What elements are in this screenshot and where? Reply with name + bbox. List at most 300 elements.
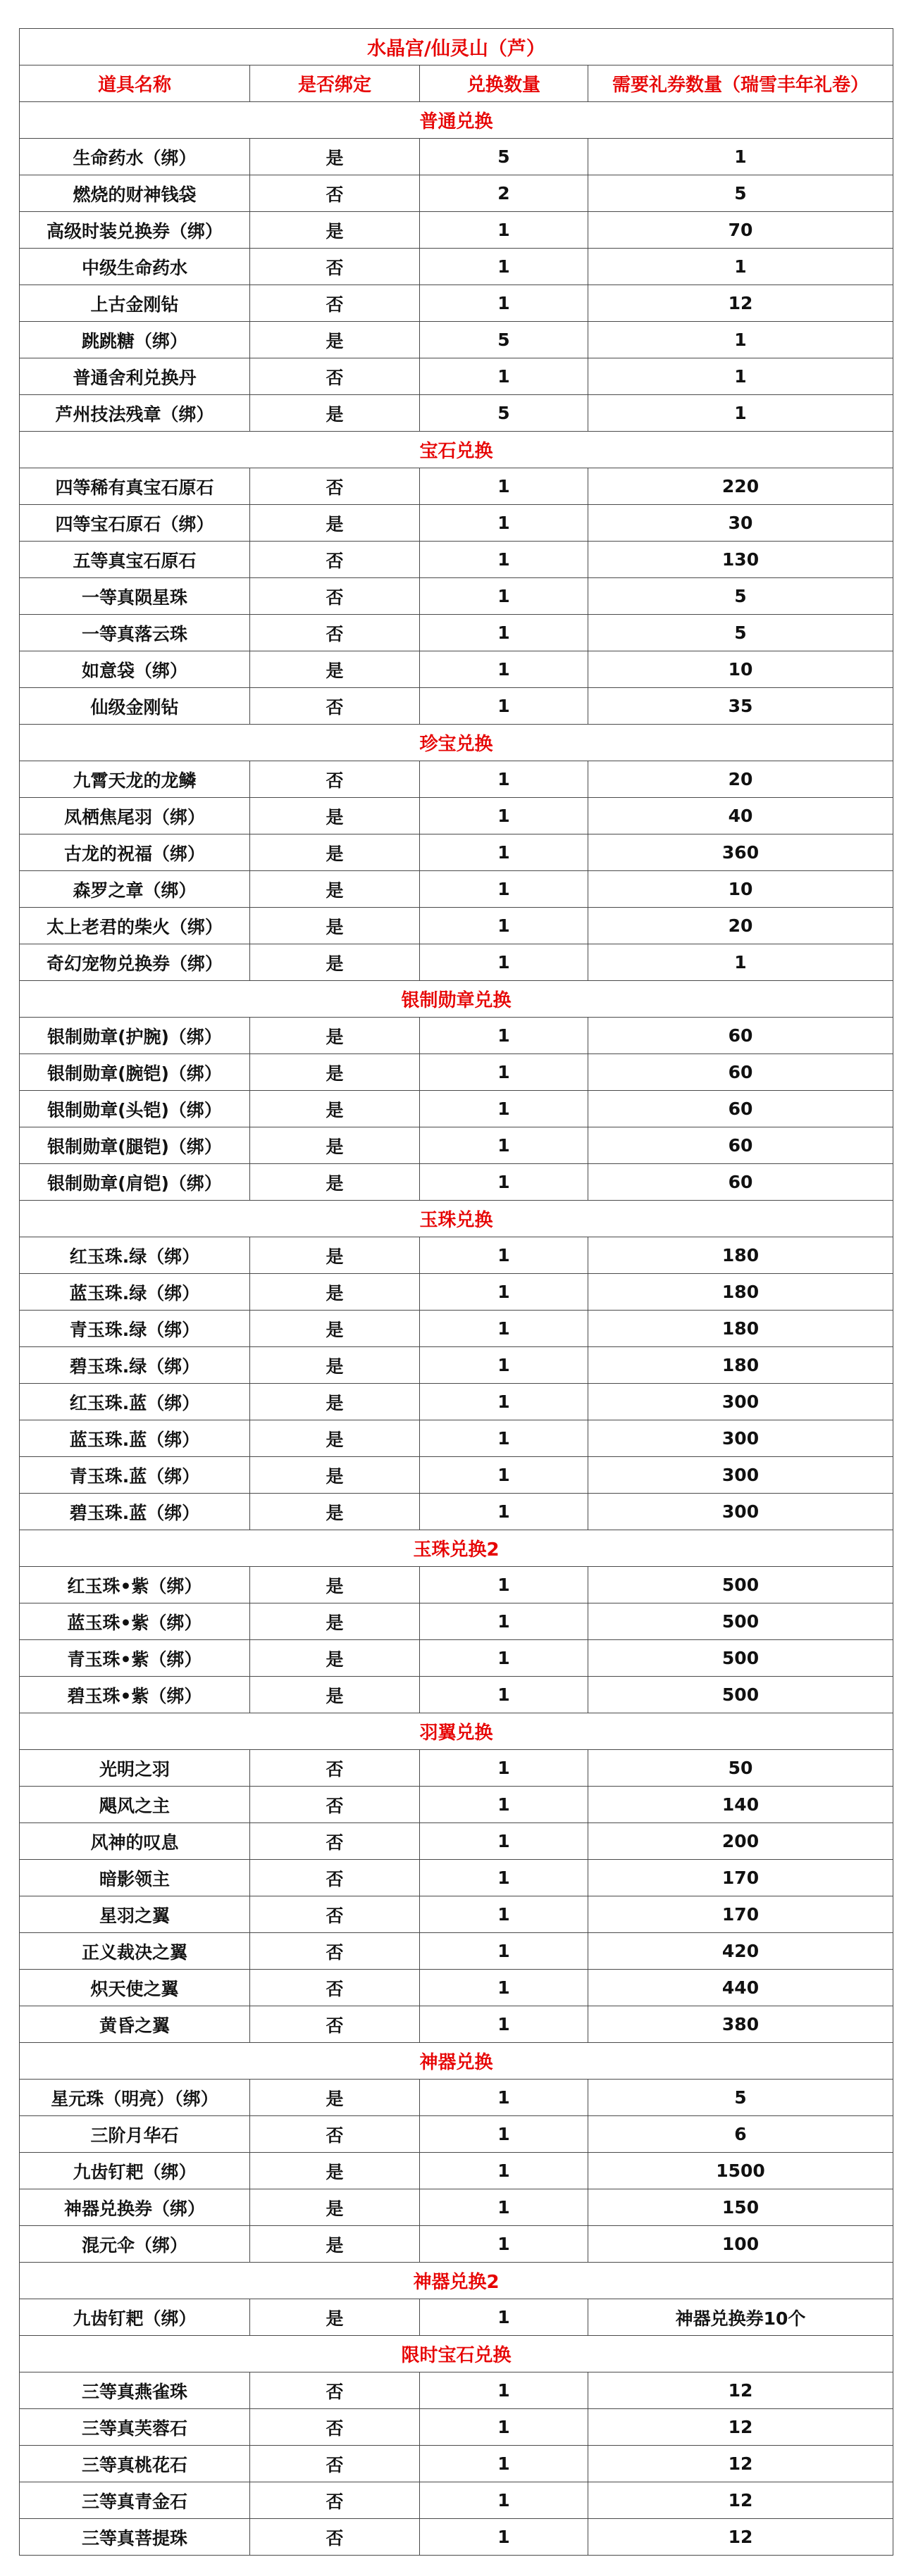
table-row <box>20 1274 893 1311</box>
quantity-cell: 1 <box>420 1860 588 1896</box>
table-row <box>20 908 893 944</box>
coupon-cell: 1 <box>588 322 893 358</box>
item-name-cell: 上古金刚钻 <box>20 285 250 322</box>
item-name-cell: 飓风之主 <box>20 1787 250 1823</box>
section-row <box>20 2263 893 2299</box>
section-row <box>20 2043 893 2080</box>
item-name-cell: 跳跳糖（绑） <box>20 322 250 358</box>
item-name-cell: 四等宝石原石（绑） <box>20 505 250 542</box>
table-row <box>20 2372 893 2409</box>
quantity-cell: 1 <box>420 1054 588 1091</box>
bound-cell: 否 <box>250 1896 420 1933</box>
table-row <box>20 651 893 688</box>
bound-cell: 否 <box>250 175 420 212</box>
item-name-cell: 森罗之章（绑） <box>20 871 250 908</box>
quantity-cell: 1 <box>420 1603 588 1640</box>
table-row <box>20 578 893 615</box>
quantity-cell: 1 <box>420 1237 588 1274</box>
quantity-cell: 2 <box>420 175 588 212</box>
item-name-cell: 太上老君的柴火（绑） <box>20 908 250 944</box>
item-name-cell: 如意袋（绑） <box>20 651 250 688</box>
quantity-cell: 1 <box>420 2409 588 2446</box>
coupon-cell: 1 <box>588 944 893 981</box>
table-row <box>20 761 893 798</box>
item-name-cell: 星羽之翼 <box>20 1896 250 1933</box>
bound-cell: 是 <box>250 2080 420 2116</box>
bound-cell: 否 <box>250 688 420 725</box>
quantity-cell: 1 <box>420 1311 588 1347</box>
item-name-cell: 三等真芙蓉石 <box>20 2409 250 2446</box>
quantity-cell: 1 <box>420 651 588 688</box>
table-row <box>20 1237 893 1274</box>
item-name-cell: 三等真菩提珠 <box>20 2519 250 2556</box>
item-name-cell: 生命药水（绑） <box>20 139 250 175</box>
table-row <box>20 2482 893 2519</box>
quantity-cell: 1 <box>420 688 588 725</box>
bound-cell: 是 <box>250 1494 420 1530</box>
coupon-cell: 5 <box>588 2080 893 2116</box>
quantity-cell: 1 <box>420 2299 588 2336</box>
quantity-cell: 1 <box>420 908 588 944</box>
table-row <box>20 2446 893 2482</box>
table-row <box>20 505 893 542</box>
coupon-cell: 40 <box>588 798 893 834</box>
item-name-cell: 凤栖焦尾羽（绑） <box>20 798 250 834</box>
bound-cell: 否 <box>250 1823 420 1860</box>
quantity-cell: 1 <box>420 1640 588 1677</box>
table-row <box>20 1127 893 1164</box>
bound-cell: 是 <box>250 2226 420 2263</box>
quantity-cell: 1 <box>420 1347 588 1384</box>
section-row <box>20 1530 893 1567</box>
section-title: 限时宝石兑换 <box>20 2336 893 2372</box>
quantity-cell: 1 <box>420 1787 588 1823</box>
bound-cell: 是 <box>250 1018 420 1054</box>
quantity-cell: 1 <box>420 542 588 578</box>
coupon-cell: 6 <box>588 2116 893 2153</box>
coupon-cell: 130 <box>588 542 893 578</box>
quantity-cell: 1 <box>420 2153 588 2189</box>
table-row <box>20 1933 893 1970</box>
table-title-row <box>20 29 893 65</box>
table-row <box>20 2153 893 2189</box>
quantity-cell: 1 <box>420 212 588 249</box>
bound-cell: 是 <box>250 1640 420 1677</box>
table-row <box>20 1164 893 1201</box>
coupon-cell: 300 <box>588 1494 893 1530</box>
bound-cell: 是 <box>250 908 420 944</box>
coupon-cell: 1500 <box>588 2153 893 2189</box>
table-row <box>20 1603 893 1640</box>
bound-cell: 否 <box>250 2372 420 2409</box>
table-row <box>20 944 893 981</box>
item-name-cell: 暗影领主 <box>20 1860 250 1896</box>
item-name-cell: 一等真落云珠 <box>20 615 250 651</box>
bound-cell: 是 <box>250 322 420 358</box>
coupon-cell: 5 <box>588 175 893 212</box>
coupon-cell: 500 <box>588 1677 893 1713</box>
item-name-cell: 青玉珠•紫（绑） <box>20 1640 250 1677</box>
table-row <box>20 688 893 725</box>
bound-cell: 否 <box>250 358 420 395</box>
quantity-cell: 1 <box>420 358 588 395</box>
section-row <box>20 1713 893 1750</box>
bound-cell: 否 <box>250 249 420 285</box>
item-name-cell: 九齿钉耙（绑） <box>20 2299 250 2336</box>
bound-cell: 是 <box>250 1164 420 1201</box>
quantity-cell: 1 <box>420 1018 588 1054</box>
header-item-name: 道具名称 <box>20 65 250 102</box>
bound-cell: 否 <box>250 2409 420 2446</box>
table-row <box>20 249 893 285</box>
bound-cell: 是 <box>250 944 420 981</box>
section-title: 羽翼兑换 <box>20 1713 893 1750</box>
item-name-cell: 红玉珠.绿（绑） <box>20 1237 250 1274</box>
section-title: 神器兑换 <box>20 2043 893 2080</box>
item-name-cell: 普通舍利兑换丹 <box>20 358 250 395</box>
coupon-cell: 60 <box>588 1127 893 1164</box>
table-row <box>20 139 893 175</box>
item-name-cell: 碧玉珠.绿（绑） <box>20 1347 250 1384</box>
item-name-cell: 蓝玉珠.绿（绑） <box>20 1274 250 1311</box>
section-title: 珍宝兑换 <box>20 725 893 761</box>
table-row <box>20 871 893 908</box>
coupon-cell: 150 <box>588 2189 893 2226</box>
header-bound: 是否绑定 <box>250 65 420 102</box>
table-row <box>20 1457 893 1494</box>
exchange-table <box>19 28 893 2556</box>
quantity-cell: 1 <box>420 1384 588 1420</box>
table-row <box>20 2006 893 2043</box>
coupon-cell: 1 <box>588 249 893 285</box>
coupon-cell: 20 <box>588 761 893 798</box>
bound-cell: 是 <box>250 1274 420 1311</box>
coupon-cell: 5 <box>588 578 893 615</box>
quantity-cell: 5 <box>420 139 588 175</box>
coupon-cell: 12 <box>588 285 893 322</box>
bound-cell: 是 <box>250 1127 420 1164</box>
coupon-cell: 360 <box>588 834 893 871</box>
item-name-cell: 九霄天龙的龙鳞 <box>20 761 250 798</box>
coupon-cell: 140 <box>588 1787 893 1823</box>
quantity-cell: 1 <box>420 468 588 505</box>
table-row <box>20 1567 893 1603</box>
bound-cell: 是 <box>250 1237 420 1274</box>
bound-cell: 否 <box>250 761 420 798</box>
bound-cell: 是 <box>250 1347 420 1384</box>
coupon-cell: 300 <box>588 1420 893 1457</box>
table-row <box>20 285 893 322</box>
bound-cell: 否 <box>250 2519 420 2556</box>
item-name-cell: 星元珠（明亮）（绑） <box>20 2080 250 2116</box>
bound-cell: 是 <box>250 505 420 542</box>
item-name-cell: 九齿钉耙（绑） <box>20 2153 250 2189</box>
table-row <box>20 1750 893 1787</box>
quantity-cell: 1 <box>420 1896 588 1933</box>
item-name-cell: 三等真青金石 <box>20 2482 250 2519</box>
quantity-cell: 1 <box>420 1567 588 1603</box>
coupon-cell: 170 <box>588 1860 893 1896</box>
table-row <box>20 1677 893 1713</box>
table-row <box>20 1347 893 1384</box>
bound-cell: 是 <box>250 1677 420 1713</box>
item-name-cell: 奇幻宠物兑换券（绑） <box>20 944 250 981</box>
header-coupons: 需要礼券数量（瑞雪丰年礼卷） <box>588 65 893 102</box>
coupon-cell: 200 <box>588 1823 893 1860</box>
table-row <box>20 1311 893 1347</box>
section-row <box>20 102 893 139</box>
table-row <box>20 2080 893 2116</box>
section-row <box>20 2336 893 2372</box>
bound-cell: 否 <box>250 615 420 651</box>
bound-cell: 是 <box>250 2189 420 2226</box>
quantity-cell: 1 <box>420 1274 588 1311</box>
item-name-cell: 混元伞（绑） <box>20 2226 250 2263</box>
bound-cell: 是 <box>250 1603 420 1640</box>
table-row <box>20 2116 893 2153</box>
table-row <box>20 2519 893 2556</box>
coupon-cell: 1 <box>588 395 893 432</box>
coupon-cell: 5 <box>588 615 893 651</box>
section-row <box>20 725 893 761</box>
item-name-cell: 红玉珠•紫（绑） <box>20 1567 250 1603</box>
item-name-cell: 高级时装兑换券（绑） <box>20 212 250 249</box>
coupon-cell: 20 <box>588 908 893 944</box>
quantity-cell: 1 <box>420 2519 588 2556</box>
coupon-cell: 35 <box>588 688 893 725</box>
quantity-cell: 1 <box>420 2080 588 2116</box>
quantity-cell: 1 <box>420 1127 588 1164</box>
table-row <box>20 1860 893 1896</box>
table-row <box>20 1787 893 1823</box>
coupon-cell: 500 <box>588 1640 893 1677</box>
coupon-cell: 12 <box>588 2409 893 2446</box>
bound-cell: 是 <box>250 651 420 688</box>
coupon-cell: 420 <box>588 1933 893 1970</box>
item-name-cell: 银制勋章(护腕)（绑） <box>20 1018 250 1054</box>
table-row <box>20 1054 893 1091</box>
item-name-cell: 三等真燕雀珠 <box>20 2372 250 2409</box>
item-name-cell: 五等真宝石原石 <box>20 542 250 578</box>
section-title: 玉珠兑换2 <box>20 1530 893 1567</box>
bound-cell: 否 <box>250 2006 420 2043</box>
coupon-cell: 60 <box>588 1054 893 1091</box>
item-name-cell: 黄昏之翼 <box>20 2006 250 2043</box>
section-title: 玉珠兑换 <box>20 1201 893 1237</box>
bound-cell: 否 <box>250 1750 420 1787</box>
header-row <box>20 65 893 102</box>
quantity-cell: 5 <box>420 322 588 358</box>
bound-cell: 否 <box>250 1970 420 2006</box>
quantity-cell: 1 <box>420 871 588 908</box>
table-row <box>20 1640 893 1677</box>
coupon-cell: 10 <box>588 871 893 908</box>
bound-cell: 否 <box>250 1787 420 1823</box>
table-row <box>20 2189 893 2226</box>
item-name-cell: 正义裁决之翼 <box>20 1933 250 1970</box>
section-title: 神器兑换2 <box>20 2263 893 2299</box>
quantity-cell: 1 <box>420 798 588 834</box>
section-row <box>20 432 893 468</box>
quantity-cell: 1 <box>420 2372 588 2409</box>
bound-cell: 是 <box>250 1091 420 1127</box>
table-row <box>20 1420 893 1457</box>
quantity-cell: 1 <box>420 505 588 542</box>
coupon-cell: 10 <box>588 651 893 688</box>
section-title: 宝石兑换 <box>20 432 893 468</box>
quantity-cell: 1 <box>420 2116 588 2153</box>
quantity-cell: 1 <box>420 2482 588 2519</box>
section-row <box>20 1201 893 1237</box>
coupon-cell: 500 <box>588 1567 893 1603</box>
quantity-cell: 1 <box>420 944 588 981</box>
table-row <box>20 1896 893 1933</box>
coupon-cell: 60 <box>588 1164 893 1201</box>
coupon-cell: 220 <box>588 468 893 505</box>
item-name-cell: 三等真桃花石 <box>20 2446 250 2482</box>
coupon-cell: 180 <box>588 1311 893 1347</box>
quantity-cell: 1 <box>420 1164 588 1201</box>
bound-cell: 否 <box>250 578 420 615</box>
table-row <box>20 2409 893 2446</box>
quantity-cell: 1 <box>420 1420 588 1457</box>
coupon-cell: 50 <box>588 1750 893 1787</box>
coupon-cell: 神器兑换券10个 <box>588 2299 893 2336</box>
item-name-cell: 红玉珠.蓝（绑） <box>20 1384 250 1420</box>
item-name-cell: 风神的叹息 <box>20 1823 250 1860</box>
table-row <box>20 1091 893 1127</box>
table-row <box>20 834 893 871</box>
item-name-cell: 银制勋章(腕铠)（绑） <box>20 1054 250 1091</box>
quantity-cell: 1 <box>420 1091 588 1127</box>
coupon-cell: 1 <box>588 139 893 175</box>
bound-cell: 是 <box>250 1420 420 1457</box>
bound-cell: 是 <box>250 1311 420 1347</box>
quantity-cell: 1 <box>420 1457 588 1494</box>
item-name-cell: 炽天使之翼 <box>20 1970 250 2006</box>
quantity-cell: 1 <box>420 834 588 871</box>
bound-cell: 是 <box>250 2299 420 2336</box>
coupon-cell: 380 <box>588 2006 893 2043</box>
table-row <box>20 175 893 212</box>
table-row <box>20 1018 893 1054</box>
table-row <box>20 542 893 578</box>
section-title: 普通兑换 <box>20 102 893 139</box>
coupon-cell: 300 <box>588 1384 893 1420</box>
quantity-cell: 1 <box>420 1677 588 1713</box>
item-name-cell: 芦州技法残章（绑） <box>20 395 250 432</box>
bound-cell: 是 <box>250 1054 420 1091</box>
table-row <box>20 322 893 358</box>
table-row <box>20 358 893 395</box>
item-name-cell: 神器兑换券（绑） <box>20 2189 250 2226</box>
item-name-cell: 燃烧的财神钱袋 <box>20 175 250 212</box>
item-name-cell: 光明之羽 <box>20 1750 250 1787</box>
coupon-cell: 100 <box>588 2226 893 2263</box>
quantity-cell: 1 <box>420 615 588 651</box>
coupon-cell: 300 <box>588 1457 893 1494</box>
table-row <box>20 212 893 249</box>
table-row <box>20 2299 893 2336</box>
quantity-cell: 1 <box>420 285 588 322</box>
bound-cell: 是 <box>250 798 420 834</box>
item-name-cell: 银制勋章(头铠)（绑） <box>20 1091 250 1127</box>
bound-cell: 否 <box>250 2482 420 2519</box>
quantity-cell: 1 <box>420 1494 588 1530</box>
bound-cell: 否 <box>250 1860 420 1896</box>
bound-cell: 是 <box>250 1457 420 1494</box>
bound-cell: 是 <box>250 1384 420 1420</box>
bound-cell: 否 <box>250 2116 420 2153</box>
bound-cell: 否 <box>250 2446 420 2482</box>
item-name-cell: 银制勋章(肩铠)（绑） <box>20 1164 250 1201</box>
coupon-cell: 180 <box>588 1347 893 1384</box>
bound-cell: 是 <box>250 834 420 871</box>
item-name-cell: 碧玉珠.蓝（绑） <box>20 1494 250 1530</box>
quantity-cell: 1 <box>420 1823 588 1860</box>
quantity-cell: 1 <box>420 1970 588 2006</box>
item-name-cell: 仙级金刚钻 <box>20 688 250 725</box>
table-row <box>20 1823 893 1860</box>
item-name-cell: 青玉珠.绿（绑） <box>20 1311 250 1347</box>
quantity-cell: 1 <box>420 2006 588 2043</box>
item-name-cell: 一等真陨星珠 <box>20 578 250 615</box>
coupon-cell: 70 <box>588 212 893 249</box>
quantity-cell: 1 <box>420 2189 588 2226</box>
bound-cell: 是 <box>250 871 420 908</box>
coupon-cell: 180 <box>588 1274 893 1311</box>
item-name-cell: 蓝玉珠•紫（绑） <box>20 1603 250 1640</box>
quantity-cell: 1 <box>420 1933 588 1970</box>
header-quantity: 兑换数量 <box>420 65 588 102</box>
quantity-cell: 1 <box>420 2446 588 2482</box>
coupon-cell: 60 <box>588 1018 893 1054</box>
bound-cell: 是 <box>250 395 420 432</box>
coupon-cell: 30 <box>588 505 893 542</box>
bound-cell: 否 <box>250 468 420 505</box>
quantity-cell: 1 <box>420 2226 588 2263</box>
quantity-cell: 1 <box>420 578 588 615</box>
item-name-cell: 三阶月华石 <box>20 2116 250 2153</box>
item-name-cell: 蓝玉珠.蓝（绑） <box>20 1420 250 1457</box>
coupon-cell: 500 <box>588 1603 893 1640</box>
section-title: 银制勋章兑换 <box>20 981 893 1018</box>
item-name-cell: 青玉珠.蓝（绑） <box>20 1457 250 1494</box>
quantity-cell: 1 <box>420 761 588 798</box>
quantity-cell: 1 <box>420 1750 588 1787</box>
item-name-cell: 碧玉珠•紫（绑） <box>20 1677 250 1713</box>
coupon-cell: 12 <box>588 2519 893 2556</box>
quantity-cell: 1 <box>420 249 588 285</box>
bound-cell: 是 <box>250 2153 420 2189</box>
item-name-cell: 四等稀有真宝石原石 <box>20 468 250 505</box>
coupon-cell: 12 <box>588 2446 893 2482</box>
coupon-cell: 1 <box>588 358 893 395</box>
coupon-cell: 180 <box>588 1237 893 1274</box>
item-name-cell: 中级生命药水 <box>20 249 250 285</box>
section-row <box>20 981 893 1018</box>
table-row <box>20 798 893 834</box>
table-row <box>20 1970 893 2006</box>
bound-cell: 否 <box>250 542 420 578</box>
coupon-cell: 440 <box>588 1970 893 2006</box>
quantity-cell: 5 <box>420 395 588 432</box>
table-row <box>20 395 893 432</box>
coupon-cell: 12 <box>588 2372 893 2409</box>
bound-cell: 是 <box>250 212 420 249</box>
bound-cell: 是 <box>250 1567 420 1603</box>
item-name-cell: 古龙的祝福（绑） <box>20 834 250 871</box>
